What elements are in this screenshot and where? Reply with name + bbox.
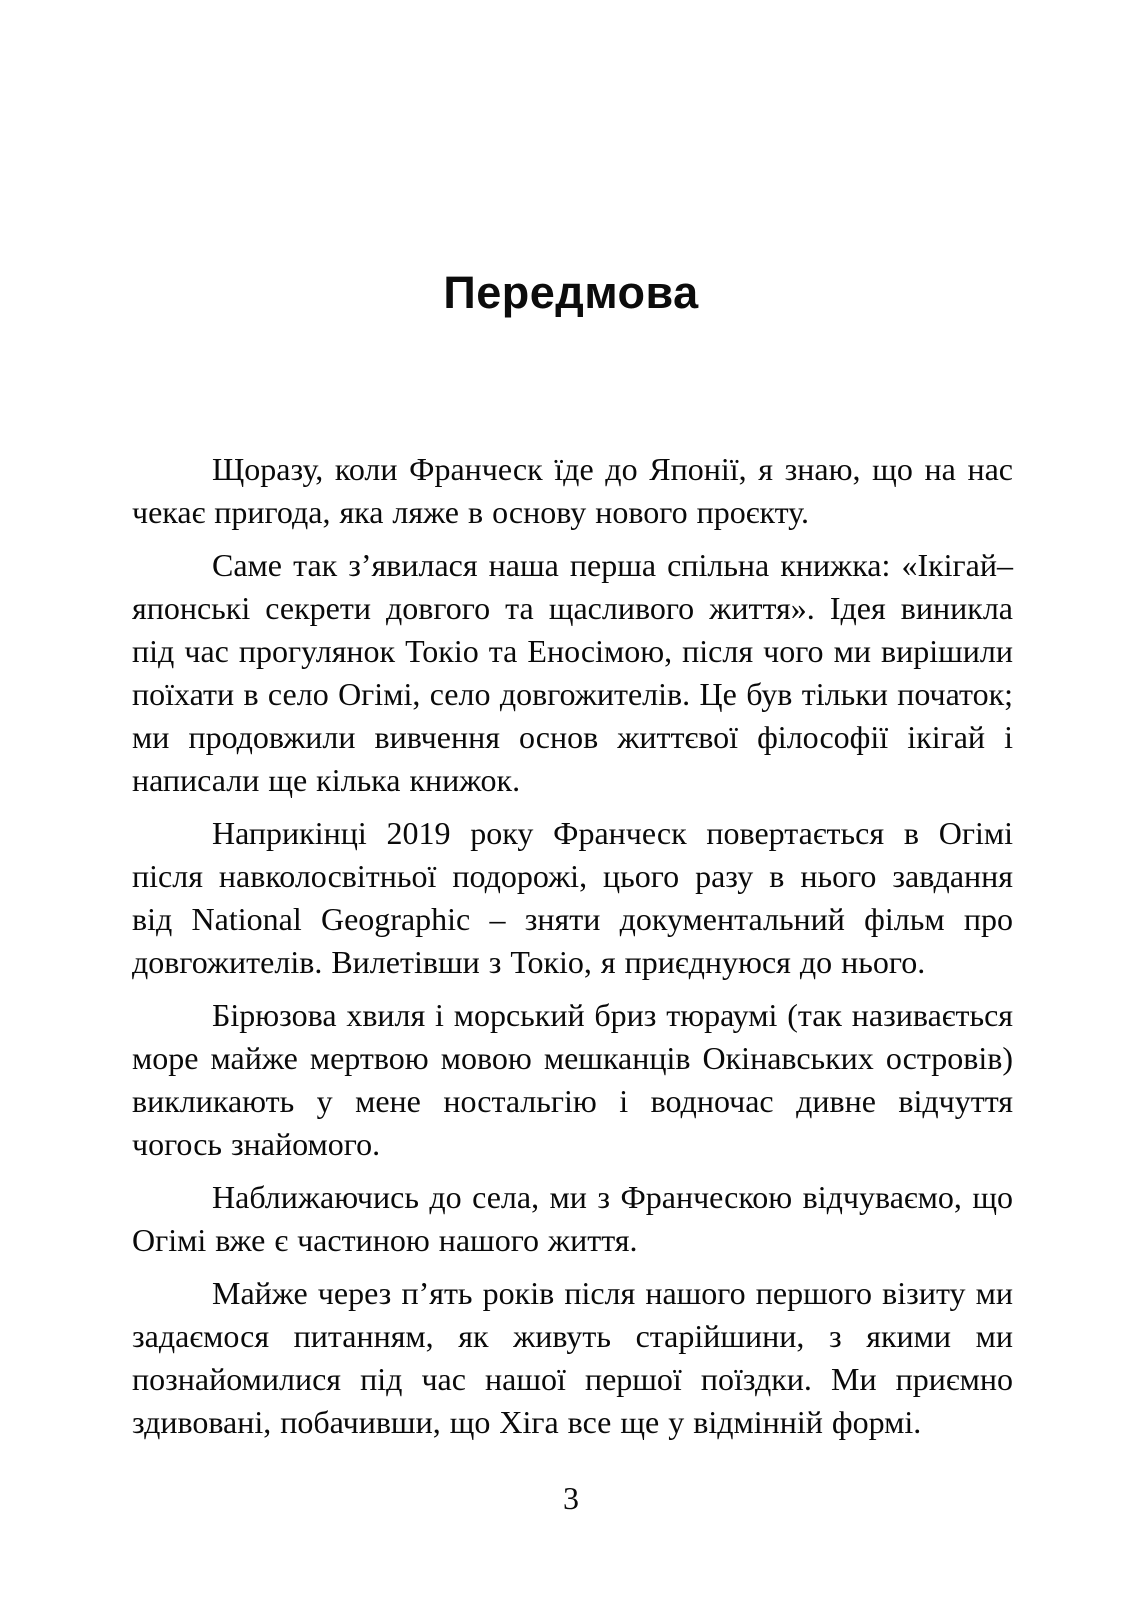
paragraph: Наближаючись до села, ми з Франческою відчуваємо, що Огімі вже є частиною нашого життя. [132,1179,1013,1258]
chapter-title: Передмова [443,267,699,318]
paragraph: Саме так з’явилася наша перша спільна книжка: «Ікігай– японські секрети довгого та щасливого життя». Ідея виникла під час прогулянок Токіо та Еносімою, після чого ми вирішили поїхати в село Огімі, село довгожителів. Це був тільки початок; ми продовжили вивчення основ життєвої філософії ікігай і написали ще кілька книжок. [132,547,1013,798]
paragraph: Майже через п’ять років після нашого першого візиту ми задаємося питанням, як живуть старійшини, з якими ми познайомилися під час нашої першої поїздки. Ми приємно здивовані, побачивши, що Хіга все ще у відмінній формі. [132,1275,1013,1440]
page-number: 3 [563,1480,579,1516]
body-text [132,448,1013,1454]
paragraph: Щоразу, коли Франческ їде до Японії, я знаю, що на нас чекає пригода, яка ляже в основу нового проєкту. [132,451,1013,530]
paragraph: Наприкінці 2019 року Франческ повертається в Огімі після навколосвітньої подорожі, цього разу в нього завдання від National Geographic – зняти документальний фільм про довгожителів. Вилетівши з Токіо, я приєднуюся до нього. [132,815,1013,980]
paragraph: Бірюзова хвиля і морський бриз тюраумі (так називається море майже мертвою мовою мешканців Окінавських островів) викликають у мене ностальгію і водночас дивне відчуття чогось знайомого. [132,997,1013,1162]
